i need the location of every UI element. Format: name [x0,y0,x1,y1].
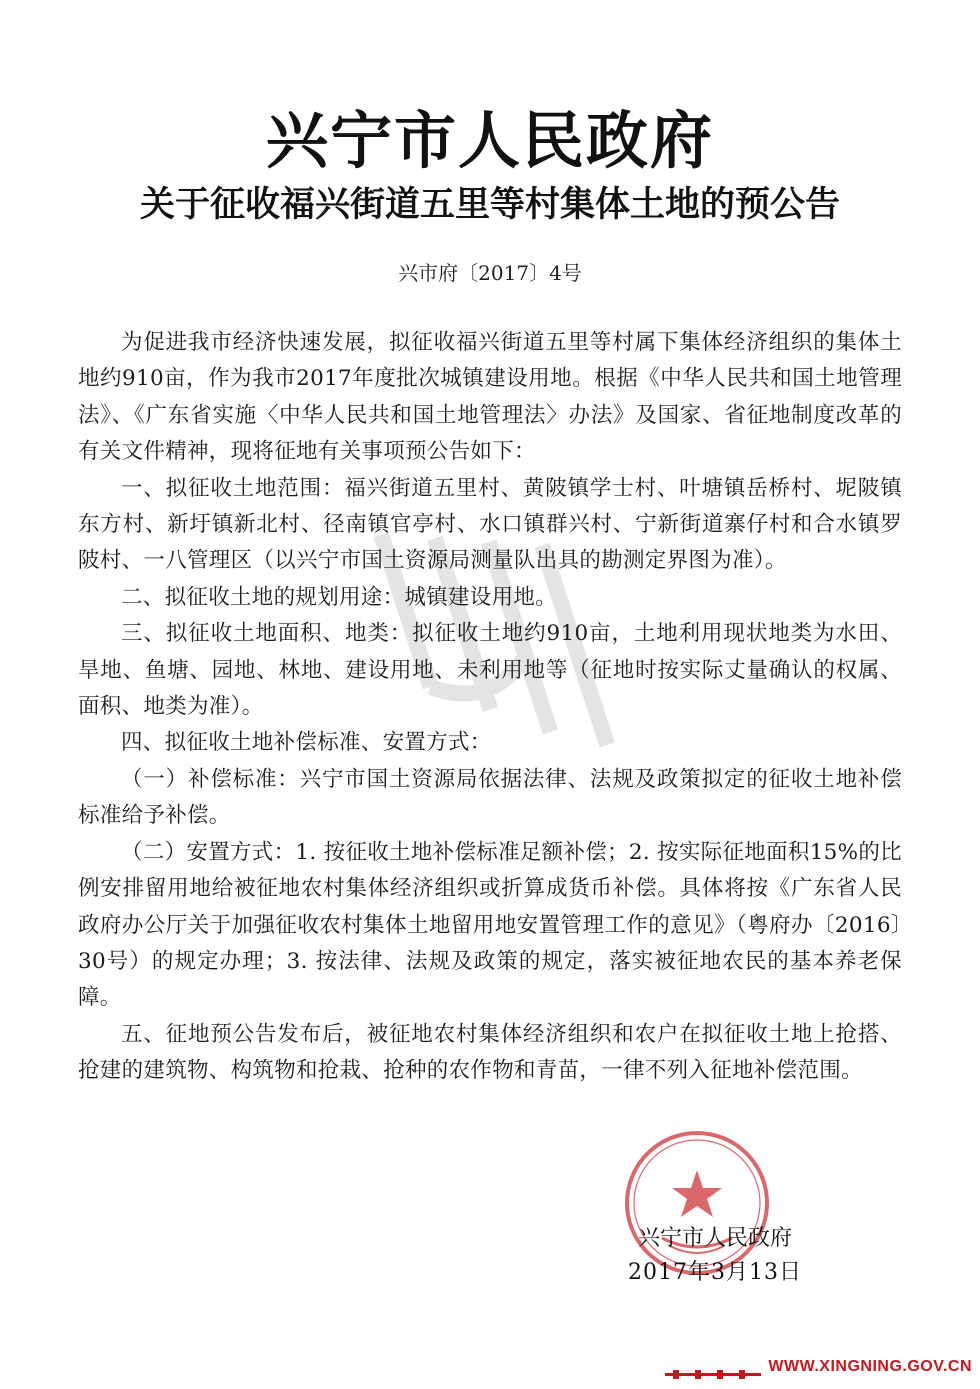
section-4-compensation: （一）补偿标准：兴宁市国土资源局依据法律、法规及政策拟定的征收土地补偿标准给予补偿。 [78,766,902,829]
section-3-area: 三、拟征收土地面积、地类：拟征收土地约910亩，土地利用现状地类为水田、旱地、鱼塘、园地、林地、建设用地、未利用地等（征地时按实际丈量确认的权属、面积、地类为准）。 [78,621,902,720]
signature-block [600,1222,830,1290]
intro-paragraph: 为促进我市经济快速发展，拟征收福兴街道五里等村属下集体经济组织的集体土地约910亩，作为我市2017年度批次城镇建设用地。根据《中华人民共和国土地管理法》、《广东省实施〈中华人民共和国土地管理法〉办法》及国家、省征地制度改革的有关文件精神，现将征地有关事项预公告如下： [78,330,902,465]
document-number: 兴市府〔2017〕4号 [398,261,582,285]
document-body [78,325,902,1090]
section-2-purpose: 二、拟征收土地的规划用途：城镇建设用地。 [121,584,558,610]
ribbon-decoration [665,1368,761,1380]
section-5-notice: 五、征地预公告发布后，被征地农村集体经济组织和农户在拟征收土地上抢搭、抢建的建筑物、构筑物和抢栽、抢种的农作物和青苗，一律不列入征地补偿范围。 [78,1021,902,1084]
issuer-name: 兴宁市人民政府 [637,1226,792,1251]
section-1-scope: 一、拟征收土地范围：福兴街道五里村、黄陂镇学士村、叶塘镇岳桥村、坭陂镇东方村、新圩镇新北村、径南镇官亭村、水口镇群兴村、宁新街道寨仔村和合水镇罗陂村、一八管理区（以兴宁市国土资源局测量队出具的勘测定界图为准）。 [78,475,902,574]
issue-date: 2017年3月13日 [628,1260,802,1285]
document-title: 兴宁市人民政府 [265,104,714,177]
site-url-link[interactable]: WWW.XINGNING.GOV.CN [768,1358,972,1375]
section-4-resettlement: （二）安置方式：1. 按征收土地补偿标准足额补偿；2. 按实际征地面积15%的比例安排留用地给被征地农村集体经济组织或折算成货币补偿。具体将按《广东省人民政府办公厅关于加强征收农村集体土地留用地安置管理工作的意见》（粤府办〔2016〕30号）的规定办理；3. 按法律、法规及政策的规定，落实被征地农民的基本养老保障。 [78,839,902,1011]
section-4-heading: 四、拟征收土地补偿标准、安置方式： [121,730,492,756]
document-subtitle: 关于征收福兴街道五里等村集体土地的预公告 [139,184,840,225]
